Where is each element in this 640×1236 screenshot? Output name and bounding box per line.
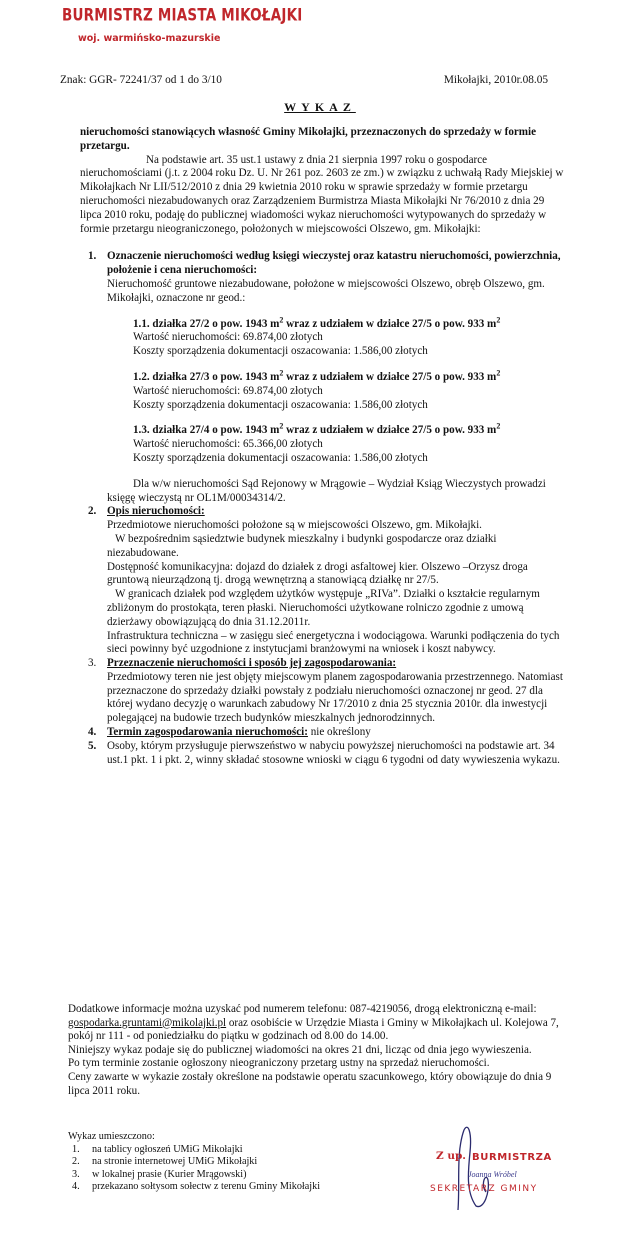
contact-text-b: oraz osobiście w Urzędzie Miasta i Gminy w Mikołajkach ul. Kolejowa 7, pokój nr 111 - od poniedziałku do piątku w godzinach od 8.00 do 14.00. bbox=[68, 1016, 559, 1043]
section-3-p1: Przedmiotowy teren nie jest objęty miejscowym planem zagospodarowania przestrzennego. Natomiast przeznaczone do sprzedaży działki powstały z podziału nieruchomości oznaczonej nr geod. 27 dla której wydano decyzję o warunkach zabudowy Nr 17/2010 z dnia 25 stycznia 2010r. dla inwestycji polegającej na budowie trzech budynków mieszkalnych jednorodzinnych. bbox=[107, 670, 563, 725]
land-register-note: Dla w/w nieruchomości Sąd Rejonowy w Mrągowie – Wydział Ksiąg Wieczystych prowadzi księgę wieczystą nr OL1M/00034314/2. bbox=[107, 477, 546, 504]
stamp-line-2: woj. warmińsko-mazurskie bbox=[78, 32, 221, 44]
section-2-title: Opis nieruchomości: bbox=[107, 505, 205, 518]
parcel-value: Wartość nieruchomości: 69.874,00 złotych bbox=[133, 384, 323, 397]
section-4-title: Termin zagospodarowania nieruchomości: bbox=[107, 726, 308, 739]
superscript: 2 bbox=[496, 368, 501, 378]
document-title-text: WYKAZ bbox=[284, 100, 356, 114]
parcel-cost: Koszty sporządzenia dokumentacji oszacowania: 1.586,00 złotych bbox=[133, 451, 428, 464]
superscript: 2 bbox=[279, 368, 284, 378]
signature-title: BURMISTRZA bbox=[472, 1152, 552, 1163]
section-2-p1: Przedmiotowe nieruchomości położone są w miejscowości Olszewo, gm. Mikołajki. bbox=[107, 519, 482, 532]
list-item bbox=[72, 1181, 388, 1194]
signatory-role: SEKRETARZ GMINY bbox=[430, 1184, 538, 1194]
parcel-heading-b: wraz z udziałem w działce 27/5 o pow. 933 m bbox=[283, 317, 497, 330]
placement-items bbox=[68, 1144, 388, 1194]
parcel-3 bbox=[133, 421, 568, 465]
superscript: 2 bbox=[279, 421, 284, 431]
section-3 bbox=[80, 657, 568, 726]
section-1-text: Nieruchomość gruntowe niezabudowane, położone w miejscowości Olszewo, obręb Olszewo, gm. Mikołajki, oznaczone nr geod.: bbox=[107, 277, 545, 304]
section-2-p3: Dostępność komunikacyjna: dojazd do działek z drogi asfaltowej kier. Olszewo –Orzysz droga gruntową nieurządzoną tj. drogą wewnętrzną a stanowiącą działkę nr 27/5. bbox=[107, 560, 528, 587]
parcel-cost: Koszty sporządzenia dokumentacji oszacowania: 1.586,00 złotych bbox=[133, 398, 428, 411]
superscript: 2 bbox=[279, 314, 284, 324]
footer-info bbox=[68, 1003, 568, 1098]
superscript: 2 bbox=[496, 421, 501, 431]
document-title bbox=[0, 100, 640, 115]
section-5 bbox=[80, 740, 568, 768]
document-body bbox=[80, 126, 568, 767]
sections-list bbox=[80, 250, 568, 767]
parcel-cost: Koszty sporządzenia dokumentacji oszacowania: 1.586,00 złotych bbox=[133, 345, 428, 358]
list-number: 1. bbox=[72, 1143, 80, 1155]
section-number: 1. bbox=[88, 250, 97, 263]
section-3-title: Przeznaczenie nieruchomości i sposób jej zagospodarowania: bbox=[107, 657, 397, 670]
signature-stamp bbox=[430, 1122, 550, 1212]
parcel-heading-b: wraz z udziałem w działce 27/5 o pow. 933 m bbox=[283, 370, 497, 383]
superscript: 2 bbox=[496, 314, 501, 324]
list-item bbox=[72, 1156, 388, 1169]
list-number: 3. bbox=[72, 1168, 80, 1180]
list-item-text: na tablicy ogłoszeń UMiG Mikołajki bbox=[92, 1143, 243, 1155]
placement-list bbox=[68, 1131, 388, 1194]
parcel-heading bbox=[133, 368, 568, 385]
contact-paragraph bbox=[68, 1003, 568, 1044]
list-number: 2. bbox=[72, 1156, 80, 1167]
placement-heading: Wykaz umieszczono: bbox=[68, 1131, 155, 1142]
office-stamp bbox=[62, 5, 303, 44]
parcel-heading-b: wraz z udziałem w działce 27/5 o pow. 933 m bbox=[283, 424, 497, 437]
section-number: 5. bbox=[88, 739, 97, 752]
parcel-value: Wartość nieruchomości: 65.366,00 złotych bbox=[133, 438, 323, 451]
contact-text-a: Dodatkowe informacje można uzyskać pod numerem telefonu: 087-4219056, drogą elektroniczną e-mail: bbox=[68, 1003, 537, 1015]
list-item-text: w lokalnej prasie (Kurier Mrągowski) bbox=[92, 1168, 247, 1180]
section-1-title: Oznaczenie nieruchomości według księgi wieczystej oraz katastru nieruchomości, powierzchnia, położenie i cena nieruchomości: bbox=[107, 250, 561, 277]
list-number: 4. bbox=[72, 1181, 80, 1192]
section-number: 4. bbox=[88, 726, 97, 739]
auction-note: Po tym terminie zostanie ogłoszony nieograniczony przetarg ustny na sprzedaż nieruchomości. bbox=[68, 1057, 490, 1070]
publication-period: Niniejszy wykaz podaje się do publicznej wiadomości na okres 21 dni, licząc od dnia jego wywieszenia. bbox=[68, 1043, 532, 1056]
section-4 bbox=[80, 726, 568, 740]
parcel-2 bbox=[133, 368, 568, 412]
reference-number: Znak: GGR- 72241/37 od 1 do 3/10 bbox=[60, 74, 222, 86]
section-number: 3. bbox=[88, 657, 97, 670]
parcel-heading bbox=[133, 421, 568, 438]
section-4-text: nie określony bbox=[307, 726, 371, 739]
parcel-heading-a: 1.2. działka 27/3 o pow. 1943 m bbox=[133, 370, 280, 383]
list-item-text: na stronie internetowej UMiG Mikołajki bbox=[92, 1156, 258, 1167]
parcel-value: Wartość nieruchomości: 69.874,00 złotych bbox=[133, 331, 323, 344]
intro-heading: nieruchomości stanowiących własność Gminy Mikołajki, przeznaczonych do sprzedaży w formie przetargu. bbox=[80, 126, 537, 152]
document-date: Mikołajki, 2010r.08.05 bbox=[443, 74, 548, 86]
email-link[interactable]: gospodarka.gruntami@mikolajki.pl bbox=[68, 1016, 227, 1029]
section-2-p4: W granicach działek pod względem użytków występuje „RIVa”. Działki o kształcie regularnym zbliżonym do prostokąta, teren płaski. Nieruchomości użytkowane rolniczo zgodnie z umową dzierżawy obowiązującą do dnia 31.12.2011r. bbox=[107, 588, 540, 628]
list-item bbox=[72, 1169, 388, 1182]
section-2-p5: Infrastruktura techniczna – w zasięgu sieć energetyczna i wodociągowa. Warunki podłączenia do tych sieci powinny być uzgodnione z instytucjami branżowymi na wniosek i koszt nabywcy. bbox=[107, 629, 560, 656]
signatory-name: Joanna Wróbel bbox=[468, 1170, 517, 1179]
parcel-heading bbox=[133, 314, 568, 332]
section-5-text: Osoby, którym przysługuje pierwszeństwo w nabyciu powyższej nieruchomości na podstawie art. 34 ust.1 pkt. 1 i pkt. 2, winny składać stosowne wnioski w ciągu 6 tygodni od daty wywieszenia wykazu. bbox=[107, 739, 560, 766]
parcel-1 bbox=[133, 314, 568, 359]
parcel-heading-a: 1.3. działka 27/4 o pow. 1943 m bbox=[133, 424, 280, 437]
signature-icon bbox=[430, 1122, 550, 1212]
section-2 bbox=[80, 505, 568, 657]
list-item-text: przekazano sołtysom sołectw z terenu Gminy Mikołajki bbox=[92, 1181, 321, 1192]
intro-paragraph: Na podstawie art. 35 ust.1 ustawy z dnia 21 sierpnia 1997 roku o gospodarce nieruchomościami (j.t. z 2004 roku Dz. U. Nr 261 poz. 2603 ze zm.) w związku z uchwałą Rady Miejskiej w Mikołajkach Nr LII/512/2010 z dnia 29 kwietnia 2010 roku w sprawie sprzedaży w formie przetargu nieruchomości niezabudowanych oraz Zarządzeniem Burmistrza Miasta Mikołajki Nr 76/2010 z dnia 29 lipca 2010 roku, podaję do publicznej wiadomości wykaz nieruchomości wytypowanych do sprzedaży w formie przetargu nieograniczonego, położonych w miejscowości Olszewo, gm. Mikołajki: bbox=[80, 153, 564, 235]
valuation-note: Ceny zawarte w wykazie zostały określone na podstawie operatu szacunkowego, który obowiązuje do dnia 9 lipca 2011 roku. bbox=[68, 1070, 552, 1097]
signature-zup: Z up. bbox=[436, 1150, 466, 1162]
parcel-heading-a: 1.1. działka 27/2 o pow. 1943 m bbox=[133, 317, 280, 330]
section-1 bbox=[80, 250, 568, 505]
list-item bbox=[72, 1144, 388, 1157]
section-2-p2: W bezpośrednim sąsiedztwie budynek mieszkalny i budynki gospodarcze oraz działki niezabudowane. bbox=[107, 532, 497, 559]
section-number: 2. bbox=[88, 505, 97, 518]
stamp-line-1: BURMISTRZ MIASTA MIKOŁAJKI bbox=[62, 5, 303, 26]
